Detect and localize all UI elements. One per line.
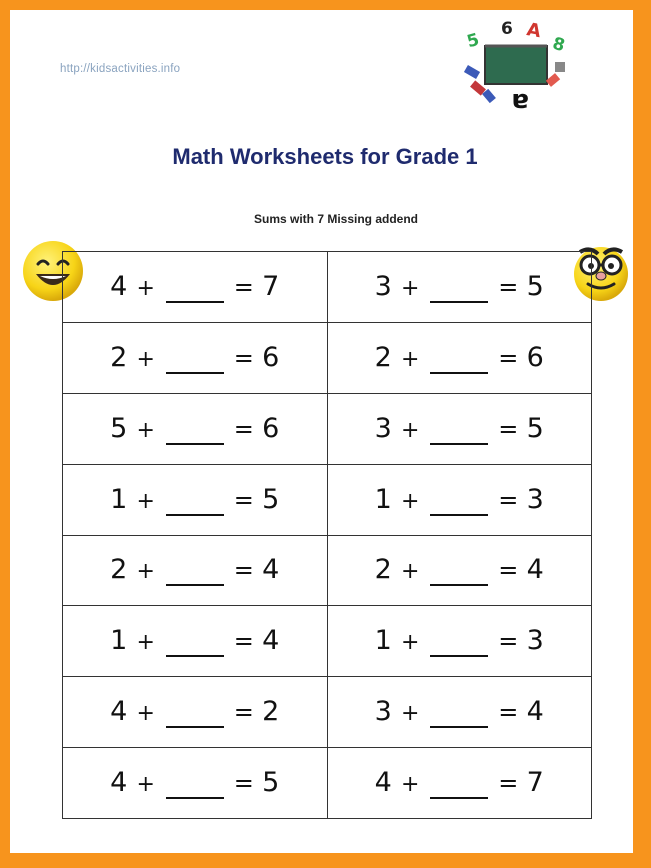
problem-cell-right: [327, 748, 592, 819]
sum: 3: [526, 625, 544, 657]
plus-sign: +: [401, 417, 420, 443]
addend: 1: [374, 483, 392, 515]
sum: 6: [262, 412, 280, 444]
plus-sign: +: [136, 275, 155, 301]
addend: 4: [110, 767, 128, 799]
worksheet-subtitle: Sums with 7 Missing addend: [253, 212, 419, 226]
addend: 1: [374, 625, 392, 657]
table-row: [63, 606, 592, 677]
logo-letter: A: [525, 19, 543, 43]
table-row: [63, 322, 592, 393]
sum: 5: [526, 412, 544, 444]
problem-cell-left: [63, 606, 328, 677]
answer-blank[interactable]: [430, 629, 488, 657]
sum: 4: [262, 625, 280, 657]
plus-sign: +: [401, 772, 420, 798]
plus-sign: +: [401, 630, 420, 656]
addend: 2: [110, 554, 128, 586]
addend: 3: [374, 696, 392, 728]
problem-cell-right: [327, 677, 592, 748]
addend: 4: [374, 767, 392, 799]
addend: 3: [374, 412, 392, 444]
equals-sign: =: [233, 272, 254, 301]
answer-blank[interactable]: [430, 771, 488, 799]
chalkboard-logo-icon: [455, 6, 575, 118]
problem-cell-right: [327, 535, 592, 606]
table-row: [63, 535, 592, 606]
plus-sign: +: [136, 772, 155, 798]
answer-blank[interactable]: [430, 346, 488, 374]
equals-sign: =: [498, 272, 519, 301]
answer-blank[interactable]: [430, 417, 488, 445]
plus-sign: +: [401, 559, 420, 585]
problem-cell-right: [327, 322, 592, 393]
addend: 1: [110, 483, 128, 515]
equals-sign: =: [498, 769, 519, 798]
equals-sign: =: [233, 485, 254, 514]
logo-letter: a: [511, 87, 529, 117]
logo-letter: 5: [464, 29, 482, 53]
sum: 2: [262, 696, 280, 728]
sum: 4: [262, 554, 280, 586]
addend: 2: [374, 554, 392, 586]
plus-sign: +: [136, 630, 155, 656]
addend: 1: [110, 625, 128, 657]
sum: 3: [526, 483, 544, 515]
equals-sign: =: [498, 556, 519, 585]
problem-cell-left: [63, 677, 328, 748]
equals-sign: =: [233, 343, 254, 372]
problem-cell-left: [63, 393, 328, 464]
answer-blank[interactable]: [166, 771, 224, 799]
sum: 5: [262, 483, 280, 515]
sum: 5: [262, 767, 280, 799]
addend: 2: [374, 341, 392, 373]
table-row: [63, 393, 592, 464]
table-row: [63, 464, 592, 535]
addend: 5: [110, 412, 128, 444]
plus-sign: +: [136, 488, 155, 514]
answer-blank[interactable]: [166, 629, 224, 657]
answer-blank[interactable]: [166, 558, 224, 586]
sum: 7: [262, 270, 280, 302]
equals-sign: =: [498, 485, 519, 514]
equals-sign: =: [233, 769, 254, 798]
logo-letter: 6: [501, 19, 513, 39]
answer-blank[interactable]: [166, 417, 224, 445]
sum: 6: [526, 341, 544, 373]
addend: 3: [374, 270, 392, 302]
equals-sign: =: [233, 414, 254, 443]
answer-blank[interactable]: [166, 488, 224, 516]
equals-sign: =: [498, 627, 519, 656]
table-row: [63, 252, 592, 323]
table-row: [63, 748, 592, 819]
sum: 4: [526, 696, 544, 728]
answer-blank[interactable]: [166, 275, 224, 303]
sum: 7: [526, 767, 544, 799]
addend: 4: [110, 696, 128, 728]
plus-sign: +: [401, 488, 420, 514]
problem-cell-left: [63, 464, 328, 535]
plus-sign: +: [401, 275, 420, 301]
problems-table: [62, 251, 592, 819]
equals-sign: =: [233, 627, 254, 656]
problem-cell-left: [63, 748, 328, 819]
answer-blank[interactable]: [430, 488, 488, 516]
answer-blank[interactable]: [430, 558, 488, 586]
sum: 4: [526, 554, 544, 586]
problem-cell-left: [63, 535, 328, 606]
plus-sign: +: [136, 701, 155, 727]
plus-sign: +: [136, 559, 155, 585]
plus-sign: +: [401, 346, 420, 372]
equals-sign: =: [498, 343, 519, 372]
problem-cell-left: [63, 322, 328, 393]
answer-blank[interactable]: [166, 346, 224, 374]
equals-sign: =: [498, 414, 519, 443]
problem-cell-left: [63, 252, 328, 323]
equals-sign: =: [498, 698, 519, 727]
sum: 6: [262, 341, 280, 373]
worksheet-title: Math Worksheets for Grade 1: [172, 144, 478, 169]
plus-sign: +: [401, 701, 420, 727]
answer-blank[interactable]: [166, 700, 224, 728]
problem-cell-right: [327, 606, 592, 677]
plus-sign: +: [136, 346, 155, 372]
answer-blank[interactable]: [430, 700, 488, 728]
addend: 4: [110, 270, 128, 302]
sum: 5: [526, 270, 544, 302]
addend: 2: [110, 341, 128, 373]
table-row: [63, 677, 592, 748]
equals-sign: =: [233, 556, 254, 585]
problem-cell-right: [327, 252, 592, 323]
problem-cell-right: [327, 393, 592, 464]
answer-blank[interactable]: [430, 275, 488, 303]
plus-sign: +: [136, 417, 155, 443]
logo-letter: 8: [550, 33, 567, 57]
equals-sign: =: [233, 698, 254, 727]
problem-cell-right: [327, 464, 592, 535]
site-url: http://kidsactivities.info: [60, 63, 181, 75]
